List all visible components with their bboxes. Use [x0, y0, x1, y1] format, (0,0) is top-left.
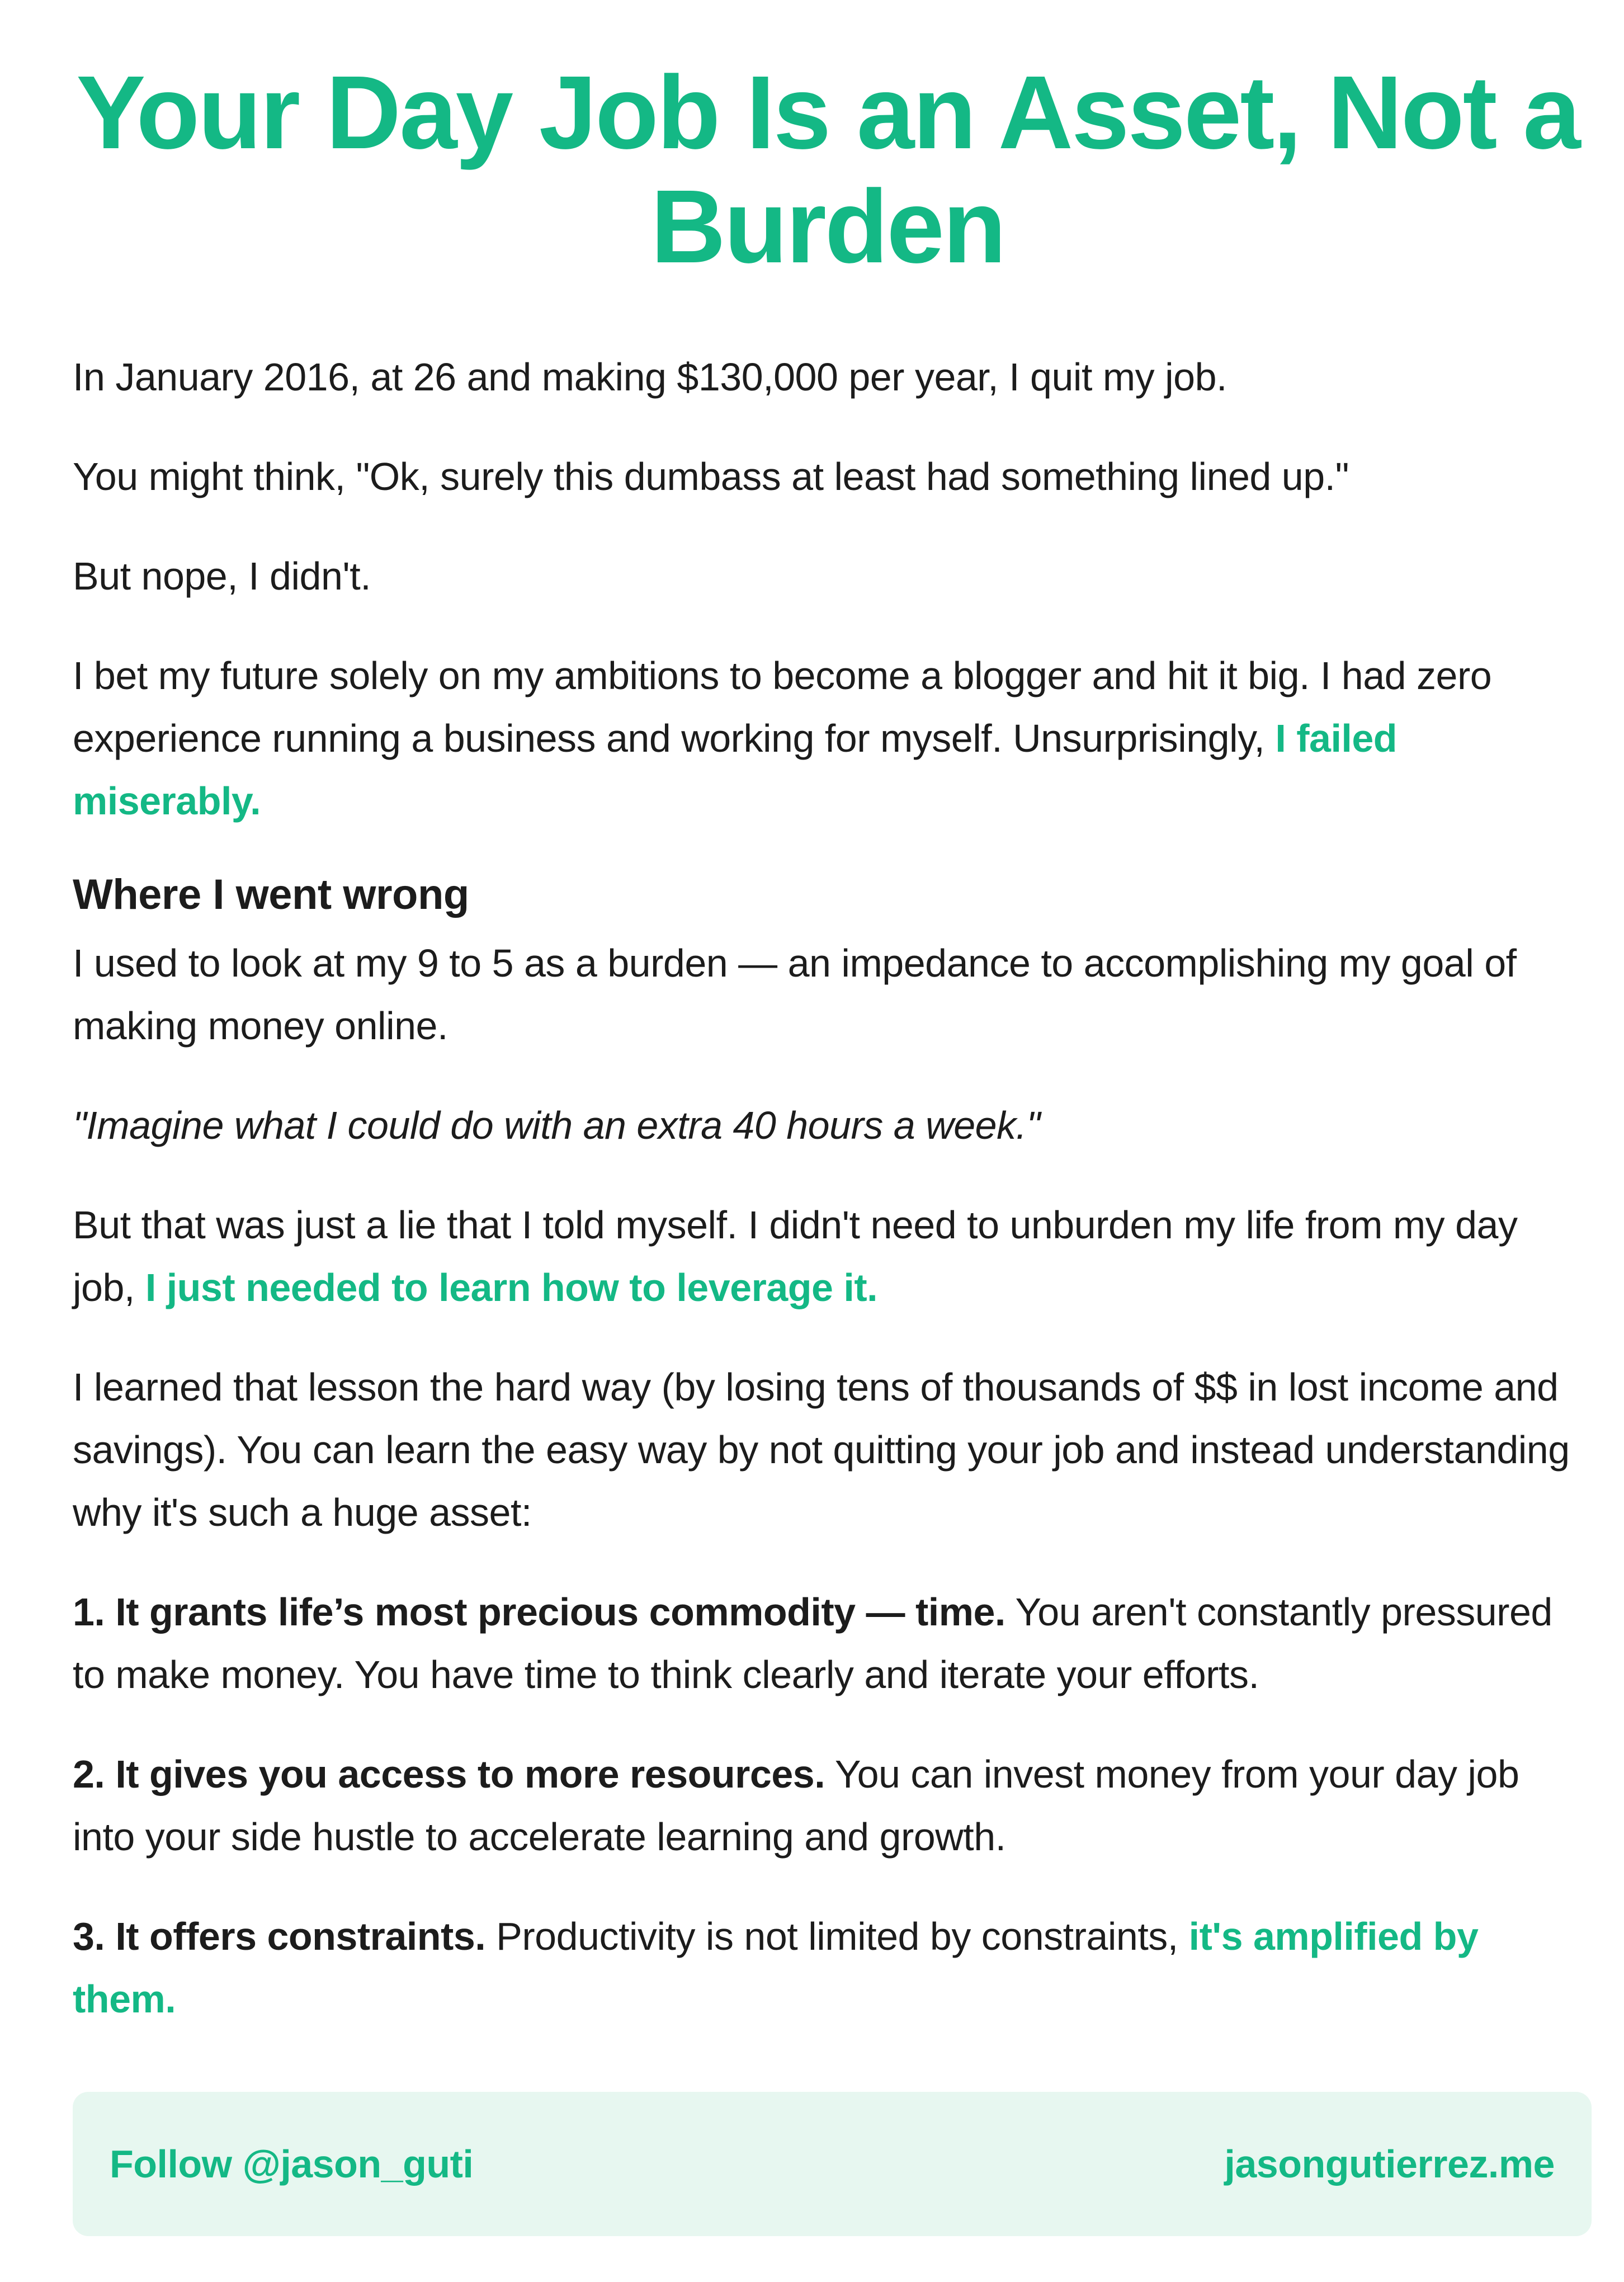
intro-paragraph-4 [73, 644, 1583, 832]
follow-link[interactable]: Follow @jason_guti [110, 2142, 474, 2186]
point-1 [73, 1581, 1583, 1706]
page-title: Your Day Job Is an Asset, Not a Burden [76, 55, 1579, 285]
article [73, 0, 1583, 2067]
section-heading: Where I went wrong [73, 871, 469, 918]
intro-paragraph-3: But nope, I didn't. [73, 554, 371, 598]
point-1-title: 1. It grants life’s most precious commodity — time. [73, 1590, 1005, 1634]
point-2-title: 2. It gives you access to more resources. [73, 1752, 825, 1796]
section-highlight: I just needed to learn how to leverage it. [145, 1266, 878, 1309]
intro-paragraph-2: You might think, "Ok, surely this dumbass at least had something lined up." [73, 455, 1349, 498]
intro-paragraph-1: In January 2016, at 26 and making $130,000 per year, I quit my job. [73, 355, 1227, 399]
point-3-title: 3. It offers constraints. [73, 1915, 486, 1958]
point-2-text: You can invest money from your day job into your side hustle to accelerate learning and growth. [73, 1752, 1519, 1859]
section-paragraph-2-text: But that was just a lie that I told myself. I didn't need to unburden my life from my day job, [73, 1203, 1518, 1309]
point-1-text: You aren't constantly pressured to make money. You have time to think clearly and iterate your efforts. [73, 1590, 1552, 1696]
point-3 [73, 1905, 1583, 2030]
section-paragraph-2 [73, 1194, 1583, 1319]
point-3-text: Productivity is not limited by constraints, [485, 1915, 1189, 1958]
point-2 [73, 1743, 1583, 1868]
section-paragraph-1: I used to look at my 9 to 5 as a burden — an impedance to accomplishing my goal of making money online. [73, 941, 1517, 1048]
article-body [73, 346, 1583, 2030]
section-quote: "Imagine what I could do with an extra 40 hours a week." [73, 1104, 1040, 1147]
intro-highlight: I failed miserably. [73, 716, 1398, 823]
intro-paragraph-4-text: I bet my future solely on my ambitions to become a blogger and hit it big. I had zero experience running a business and working for myself. Unsurprisingly, [73, 654, 1492, 760]
point-3-highlight: it's amplified by them. [73, 1915, 1479, 2021]
section-paragraph-3: I learned that lesson the hard way (by losing tens of thousands of $$ in lost income and savings). You can learn the easy way by not quitting your job and instead understanding why it's such a huge asset: [73, 1365, 1570, 1534]
footer-banner [73, 2092, 1592, 2236]
website-link[interactable]: jasongutierrez.me [1224, 2142, 1555, 2186]
